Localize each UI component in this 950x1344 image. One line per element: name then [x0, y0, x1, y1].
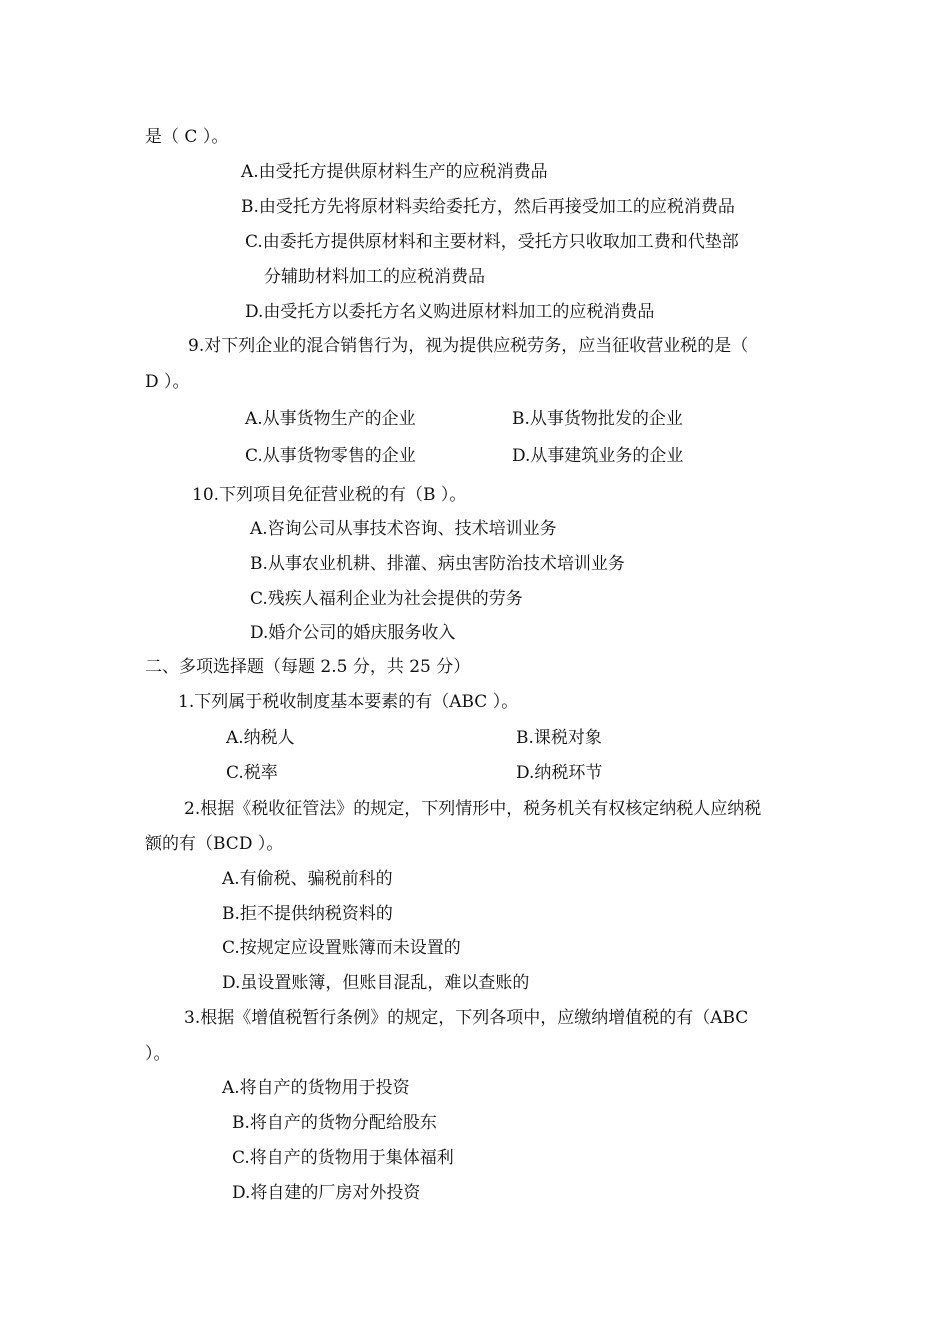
q9-option-c: C.从事货物零售的企业 — [245, 446, 416, 466]
q10-option-a: A.咨询公司从事技术咨询、技术培训业务 — [250, 519, 557, 539]
q9-option-d: D.从事建筑业务的企业 — [512, 446, 684, 466]
question-9-stem: 9.对下列企业的混合销售行为，视为提供应税劳务，应当征收营业税的是（ — [188, 336, 749, 356]
multi-question-3-stem: 3.根据《增值税暂行条例》的规定，下列各项中，应缴纳增值税的有（ABC — [184, 1008, 749, 1028]
question-8-stem-end: 是（ C ）。 — [145, 127, 229, 147]
mq3-option-b: B.将自产的货物分配给股东 — [232, 1113, 437, 1133]
multi-question-1-stem: 1.下列属于税收制度基本要素的有（ABC ）。 — [178, 692, 519, 712]
section-2-heading: 二、多项选择题（每题 2.5 分，共 25 分） — [145, 657, 471, 677]
question-10-stem: 10.下列项目免征营业税的有（B ）。 — [192, 485, 467, 505]
question-9-answer: D ）。 — [145, 372, 190, 392]
q8-option-d: D.由受托方以委托方名义购进原材料加工的应税消费品 — [245, 302, 655, 322]
q9-option-a: A.从事货物生产的企业 — [245, 409, 416, 429]
q8-option-a: A.由受托方提供原材料生产的应税消费品 — [241, 162, 548, 182]
mq2-option-a: A.有偷税、骗税前科的 — [222, 869, 393, 889]
multi-question-2-stem-end: 额的有（BCD ）。 — [145, 834, 284, 854]
q8-option-c: C.由委托方提供原材料和主要材料，受托方只收取加工费和代垫部 — [245, 232, 739, 252]
mq2-option-b: B.拒不提供纳税资料的 — [222, 904, 393, 924]
q9-option-b: B.从事货物批发的企业 — [512, 409, 683, 429]
mq2-option-c: C.按规定应设置账簿而未设置的 — [222, 938, 461, 958]
multi-question-2-stem: 2.根据《税收征管法》的规定，下列情形中，税务机关有权核定纳税人应纳税 — [184, 799, 762, 819]
q8-option-b: B.由受托方先将原材料卖给委托方，然后再接受加工的应税消费品 — [241, 197, 735, 217]
mq1-option-a: A.纳税人 — [226, 728, 295, 748]
q10-option-b: B.从事农业机耕、排灌、病虫害防治技术培训业务 — [250, 554, 625, 574]
q8-option-c-continued: 分辅助材料加工的应税消费品 — [264, 267, 485, 287]
mq3-option-a: A.将自产的货物用于投资 — [222, 1078, 410, 1098]
q10-option-c: C.残疾人福利企业为社会提供的劳务 — [250, 589, 523, 609]
mq1-option-c: C.税率 — [226, 763, 278, 783]
mq2-option-d: D.虽设置账簿，但账目混乱，难以查账的 — [222, 973, 530, 993]
mq3-option-c: C.将自产的货物用于集体福利 — [232, 1148, 454, 1168]
q10-option-d: D.婚介公司的婚庆服务收入 — [250, 623, 456, 643]
multi-question-3-stem-end: ）。 — [145, 1044, 171, 1064]
mq1-option-d: D.纳税环节 — [516, 763, 603, 783]
mq3-option-d: D.将自建的厂房对外投资 — [232, 1183, 421, 1203]
mq1-option-b: B.课税对象 — [516, 728, 602, 748]
